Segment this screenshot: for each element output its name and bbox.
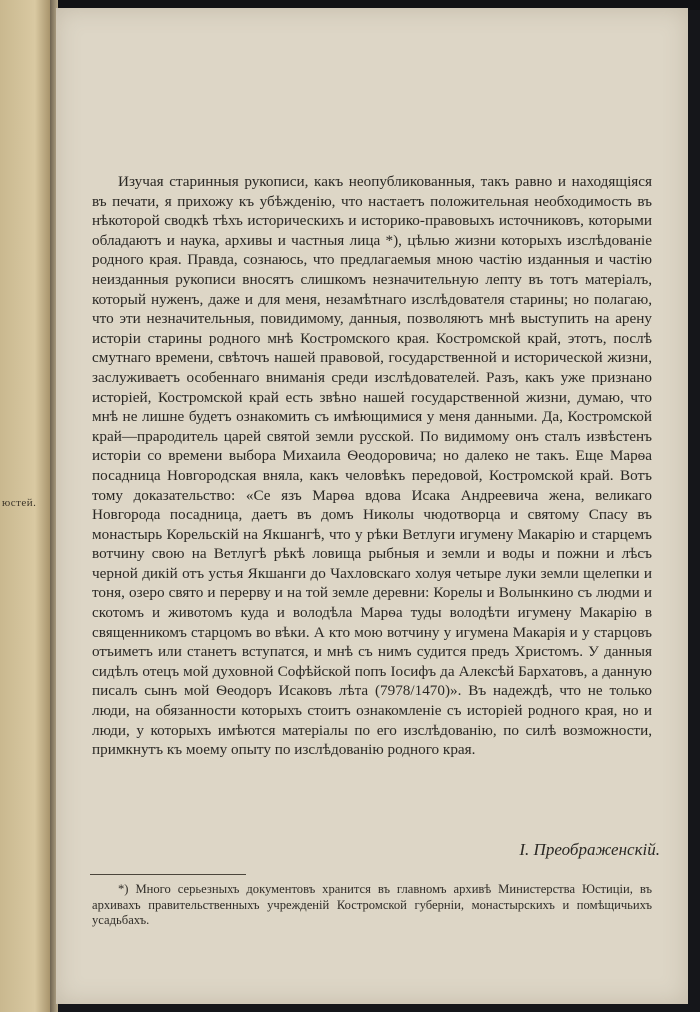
main-text-block <box>92 172 652 760</box>
footnote-text: *) Много серьезныхъ документовъ хранится въ главномъ архивѣ Министерства Юстицiи, въ архивахъ правительственныхъ учрежденiй Костромской губернiи, монастырскихъ и помѣщичьихъ усадьбахъ. <box>92 882 652 928</box>
facing-page-edge <box>0 0 50 1012</box>
footnote-block <box>92 882 652 929</box>
footnote-separator <box>90 874 246 875</box>
author-signature: I. Преображенскiй. <box>519 840 660 859</box>
book-page <box>56 8 688 1004</box>
main-paragraph: Изучая старинныя рукописи, какъ неопубликованныя, такъ равно и находящiяся въ печати, я прихожу къ убѣжденiю, что настаетъ положительная необходимость въ нѣкоторой сводкѣ тѣхъ историческихъ и историко-правовыхъ источниковъ, которыми обладаютъ и наука, архивы и частныя лица *), цѣлью жизни которыхъ изслѣдованiе родного края. Правда, сознаюсь, что предлагаемыя мною частiю изданныя и частiю неизданныя рукописи вносятъ слишкомъ незначительную лепту въ тотъ матерiалъ, который нуженъ, даже и для меня, незамѣтнаго изслѣдователя старины; но полагаю, что эти незначительныя, повидимому, данныя, позволяютъ мнѣ выступить на арену исторiи старины родного мнѣ Костромского края. Костромской край, этотъ, послѣ смутнаго времени, свѣточъ нашей правовой, государственной и исторической жизни, заслуживаетъ особеннаго вниманiя среди изслѣдователей. Разъ, какъ уже признано исторiей, Костромской край есть звѣно нашей государственной жизни, думаю, что мнѣ не лишне будетъ ознакомить съ имѣющимися у меня данными. Да, Костромской край—прародитель царей святой земли русской. По видимому онъ сталъ извѣстенъ исторiи со времени выбора Михаила Ѳеодоровича; но далеко не такъ. Еще Марѳа посадница Новгородская вняла, какъ человѣкъ передовой, Костромской край. Вотъ тому доказательство: «Се язъ Марѳа вдова Исака Андреевича жена, великаго Новгорода посадница, даетъ въ домъ Николы чюдотворца и святому Спасу въ монастырь Корельскiй на Якшангѣ, что у рѣки Ветлуги игумену Макарiю и старцемъ вотчину свою на Ветлугѣ рѣкѣ ловища рыбныя и земли и воды и пожни и лѣсъ черной дикiй отъ устья Якшанги до Чахловскаго холуя четыре луки земли щелепки и тоня, озеро свято и перерву и на той земле деревни: Корелы и Волынкино съ людми и скотомъ и животомъ куда и володѣла Марѳа туды володѣти игумену Макарiю в священникомъ старцомъ во вѣки. А кто мою вотчину у игумена Макарiя и у старцовъ отъиметъ или станетъ вступатся, и мнѣ съ нимъ судится предъ Христомъ. У данныя сидѣлъ отецъ мой духовной Софѣйской попъ Iосифъ да Алексѣй Бархатовъ, а данную писалъ сынъ мой Ѳеодоръ Исаковъ лѣта (7978/1470)». Въ надеждѣ, что не только люди, на обязанности которыхъ стоитъ ознакомленiе съ исторiей родного края, но и люди, у которыхъ имѣются матерiалы по его изслѣдованiю, по силѣ возможности, примкнутъ къ моему опыту по изслѣдованiю родного края. <box>92 173 652 759</box>
facing-page-text-fragment: юстей. <box>2 497 37 509</box>
